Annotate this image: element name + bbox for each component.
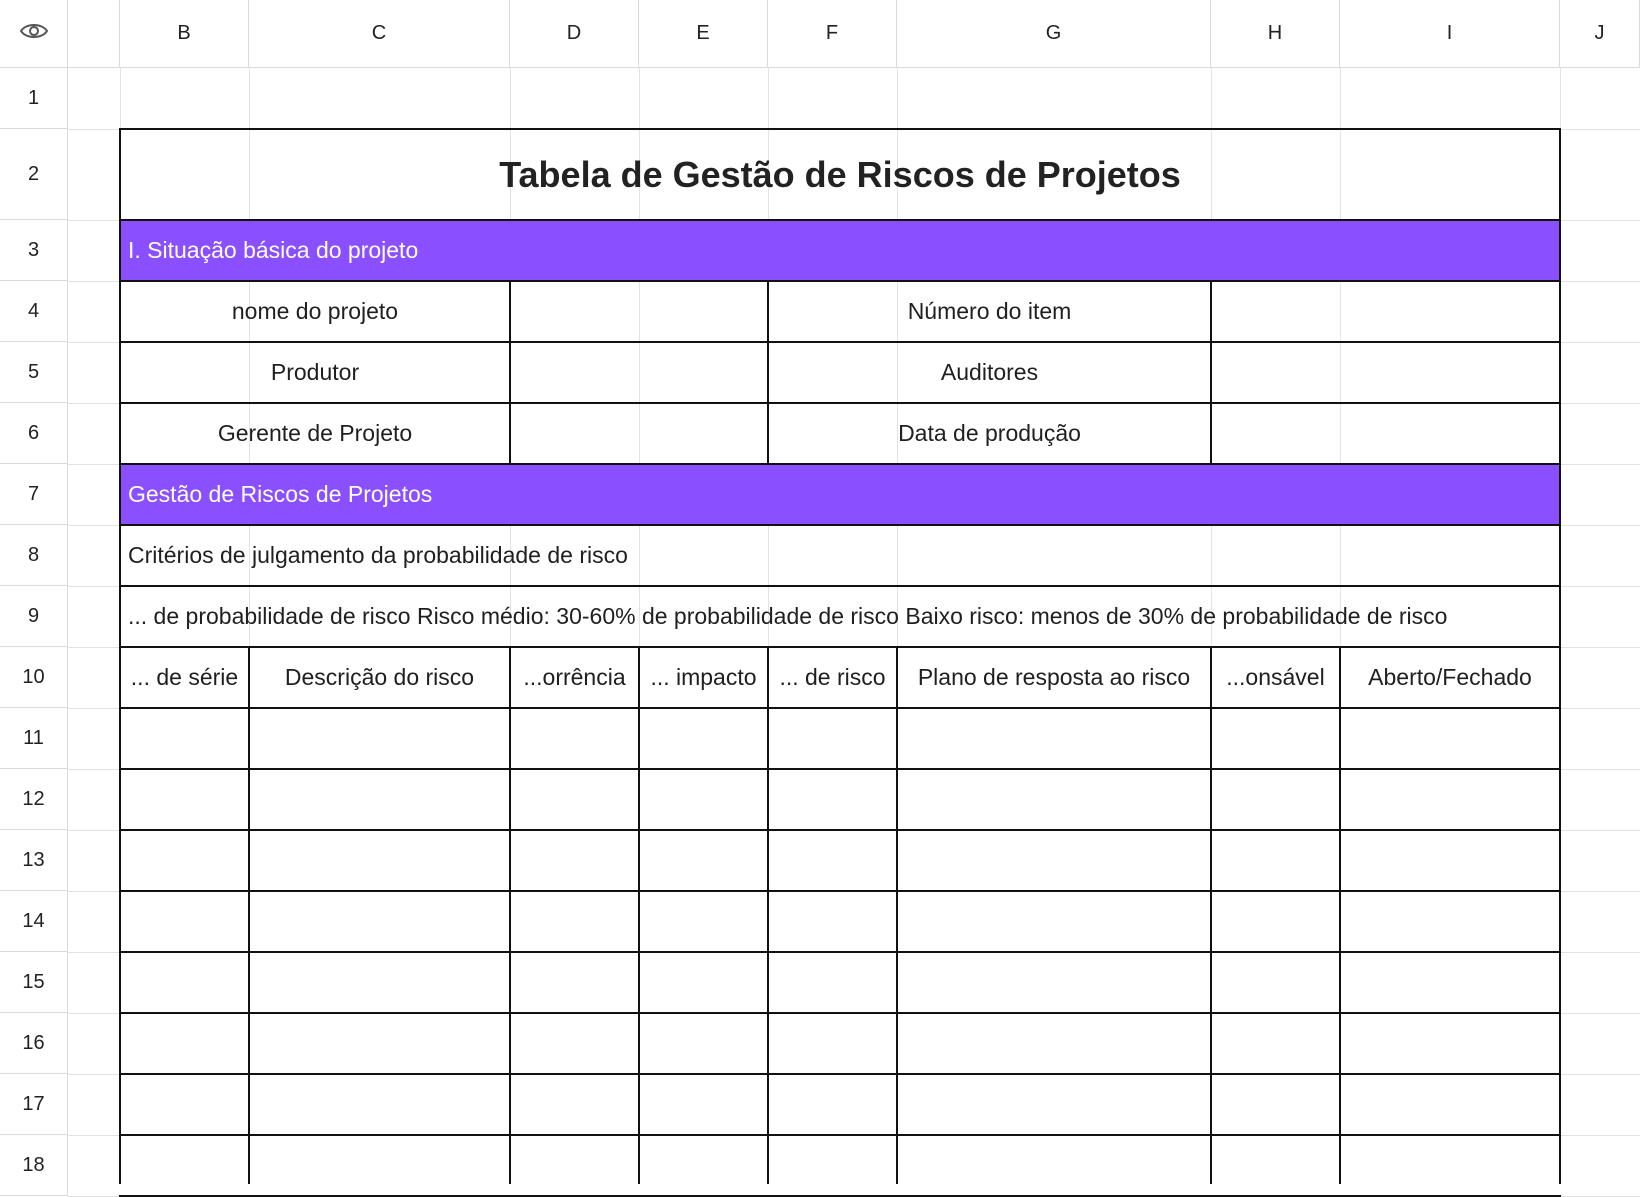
cell-border: [119, 402, 1561, 404]
table-header-cell[interactable]: Aberto/Fechado: [1368, 664, 1532, 690]
cell-border: [119, 890, 1561, 892]
row-header[interactable]: 17: [0, 1074, 68, 1135]
table-data-cell[interactable]: [249, 1013, 510, 1074]
column-header[interactable]: F: [768, 0, 897, 68]
column-header-a[interactable]: [68, 0, 120, 68]
cell-border: [119, 768, 1561, 770]
table-data-cell[interactable]: [510, 708, 639, 769]
column-header[interactable]: I: [1340, 0, 1560, 68]
table-data-cell[interactable]: [1211, 769, 1340, 830]
table-data-cell[interactable]: [249, 1135, 510, 1196]
table-data-cell[interactable]: [1211, 891, 1340, 952]
info-label[interactable]: Gerente de Projeto: [217, 420, 413, 446]
table-data-cell[interactable]: [120, 891, 249, 952]
table-data-cell[interactable]: [120, 952, 249, 1013]
table-data-cell[interactable]: [510, 830, 639, 891]
table-header-cell[interactable]: Plano de resposta ao risco: [917, 664, 1191, 690]
cell-border: [1210, 646, 1212, 1184]
table-data-cell[interactable]: [1340, 891, 1560, 952]
table-data-cell[interactable]: [120, 708, 249, 769]
criteria-title[interactable]: Critérios de julgamento da probabilidade de risco: [128, 542, 628, 568]
cell-border: [119, 1012, 1561, 1014]
table-data-cell[interactable]: [510, 891, 639, 952]
table-data-cell[interactable]: [1340, 1135, 1560, 1196]
eye-icon[interactable]: [19, 21, 49, 47]
table-data-cell[interactable]: [639, 1074, 768, 1135]
cell-border: [119, 219, 1561, 221]
cell-border: [509, 646, 511, 1184]
row-header[interactable]: 18: [0, 1135, 68, 1196]
table-data-cell[interactable]: [1340, 830, 1560, 891]
table-data-cell[interactable]: [1340, 1074, 1560, 1135]
row-header[interactable]: 3: [0, 220, 68, 281]
table-data-cell[interactable]: [639, 830, 768, 891]
row-header[interactable]: 6: [0, 403, 68, 464]
table-header-cell[interactable]: Descrição do risco: [284, 664, 475, 690]
column-header[interactable]: D: [510, 0, 639, 68]
table-data-cell[interactable]: [768, 769, 897, 830]
row-header[interactable]: 9: [0, 586, 68, 647]
table-data-cell[interactable]: [768, 952, 897, 1013]
table-data-cell[interactable]: [897, 952, 1211, 1013]
table-data-cell[interactable]: [897, 1074, 1211, 1135]
info-value-cell[interactable]: [1211, 403, 1560, 464]
table-data-cell[interactable]: [120, 1013, 249, 1074]
cell-border: [119, 1134, 1561, 1136]
info-value-cell[interactable]: [510, 403, 768, 464]
info-label[interactable]: Número do item: [907, 298, 1072, 324]
section-header-risk[interactable]: Gestão de Riscos de Projetos: [120, 464, 1560, 525]
table-data-cell[interactable]: [120, 769, 249, 830]
table-data-cell[interactable]: [249, 708, 510, 769]
cell-border: [248, 646, 250, 1184]
table-data-cell[interactable]: [249, 952, 510, 1013]
info-label[interactable]: Produtor: [270, 359, 360, 385]
table-data-cell[interactable]: [768, 708, 897, 769]
table-data-cell[interactable]: [1211, 708, 1340, 769]
table-data-cell[interactable]: [639, 708, 768, 769]
column-header[interactable]: G: [897, 0, 1211, 68]
row-header[interactable]: 13: [0, 830, 68, 891]
table-data-cell[interactable]: [639, 952, 768, 1013]
cell-border: [638, 646, 640, 1184]
table-data-cell[interactable]: [1340, 1013, 1560, 1074]
table-data-cell[interactable]: [897, 1013, 1211, 1074]
table-data-cell[interactable]: [120, 830, 249, 891]
cell-border: [1210, 280, 1212, 465]
cell-border: [119, 128, 1561, 130]
cell-border: [767, 646, 769, 1184]
info-value-cell[interactable]: [1211, 281, 1560, 342]
cell-border: [119, 585, 1561, 587]
cell-border: [119, 951, 1561, 953]
table-data-cell[interactable]: [639, 1013, 768, 1074]
info-label[interactable]: nome do projeto: [231, 298, 399, 324]
table-data-cell[interactable]: [768, 1013, 897, 1074]
row-header[interactable]: 10: [0, 647, 68, 708]
table-header-cell[interactable]: ...onsável: [1226, 664, 1325, 690]
cell-border: [767, 280, 769, 465]
cell-border: [119, 707, 1561, 709]
cell-border: [119, 1073, 1561, 1075]
section-header-basic[interactable]: I. Situação básica do projeto: [120, 220, 1560, 281]
table-data-cell[interactable]: [897, 830, 1211, 891]
table-data-cell[interactable]: [1211, 830, 1340, 891]
table-data-cell[interactable]: [249, 830, 510, 891]
row-header[interactable]: 1: [0, 68, 68, 129]
cell-border: [119, 524, 1561, 526]
table-data-cell[interactable]: [1211, 1013, 1340, 1074]
table-data-cell[interactable]: [249, 769, 510, 830]
column-header[interactable]: C: [249, 0, 510, 68]
table-data-cell[interactable]: [510, 769, 639, 830]
cell-border: [1339, 646, 1341, 1184]
column-header[interactable]: E: [639, 0, 768, 68]
info-label[interactable]: Data de produção: [898, 420, 1081, 446]
table-data-cell[interactable]: [1340, 769, 1560, 830]
table-data-cell[interactable]: [510, 1013, 639, 1074]
table-data-cell[interactable]: [510, 952, 639, 1013]
info-value-cell[interactable]: [510, 342, 768, 403]
table-data-cell[interactable]: [120, 1135, 249, 1196]
table-data-cell[interactable]: [639, 769, 768, 830]
column-header[interactable]: J: [1560, 0, 1640, 68]
table-data-cell[interactable]: [1211, 1135, 1340, 1196]
table-data-cell[interactable]: [768, 891, 897, 952]
row-header[interactable]: 8: [0, 525, 68, 586]
sheet-corner[interactable]: [0, 0, 68, 68]
table-data-cell[interactable]: [897, 1135, 1211, 1196]
table-header-cell[interactable]: ...orrência: [523, 664, 626, 690]
row-header[interactable]: 14: [0, 891, 68, 952]
cell-border: [1559, 128, 1561, 1184]
row-header[interactable]: 12: [0, 769, 68, 830]
table-data-cell[interactable]: [768, 1135, 897, 1196]
cell-border: [119, 829, 1561, 831]
info-label[interactable]: Auditores: [940, 359, 1039, 385]
table-header-cell[interactable]: ... de série: [130, 664, 239, 690]
table-data-cell[interactable]: [249, 1074, 510, 1135]
column-header[interactable]: H: [1211, 0, 1340, 68]
table-data-cell[interactable]: [768, 1074, 897, 1135]
cell-border: [119, 463, 1561, 465]
table-data-cell[interactable]: [1211, 1074, 1340, 1135]
info-value-cell[interactable]: [510, 281, 768, 342]
column-header[interactable]: B: [120, 0, 249, 68]
cell-border: [119, 646, 1561, 648]
cell-border: [119, 280, 1561, 282]
table-data-cell[interactable]: [510, 1135, 639, 1196]
row-header[interactable]: 2: [0, 129, 68, 220]
table-data-cell[interactable]: [510, 1074, 639, 1135]
row-header[interactable]: 15: [0, 952, 68, 1013]
row-header[interactable]: 16: [0, 1013, 68, 1074]
table-data-cell[interactable]: [1211, 952, 1340, 1013]
table-data-cell[interactable]: [1340, 952, 1560, 1013]
table-data-cell[interactable]: [639, 1135, 768, 1196]
table-data-cell[interactable]: [768, 830, 897, 891]
table-data-cell[interactable]: [897, 769, 1211, 830]
cell-border: [119, 341, 1561, 343]
table-data-cell[interactable]: [639, 891, 768, 952]
criteria-text[interactable]: ... de probabilidade de risco Risco médio: 30-60% de probabilidade de risco Baixo risco: menos de 30% de probabilidade de risco: [128, 603, 1448, 629]
row-header[interactable]: 11: [0, 708, 68, 769]
table-data-cell[interactable]: [897, 891, 1211, 952]
table-header-cell[interactable]: ... impacto: [650, 664, 757, 690]
table-data-cell[interactable]: [897, 708, 1211, 769]
table-header-cell[interactable]: ... de risco: [779, 664, 886, 690]
table-data-cell[interactable]: [249, 891, 510, 952]
row-header[interactable]: 5: [0, 342, 68, 403]
table-data-cell[interactable]: [1340, 708, 1560, 769]
cell-border: [896, 646, 898, 1184]
table-data-cell[interactable]: [120, 1074, 249, 1135]
row-header[interactable]: 4: [0, 281, 68, 342]
cell-border: [509, 280, 511, 465]
sheet-title[interactable]: Tabela de Gestão de Riscos de Projetos: [499, 153, 1181, 195]
cell-border: [119, 128, 121, 1184]
info-value-cell[interactable]: [1211, 342, 1560, 403]
row-header[interactable]: 7: [0, 464, 68, 525]
